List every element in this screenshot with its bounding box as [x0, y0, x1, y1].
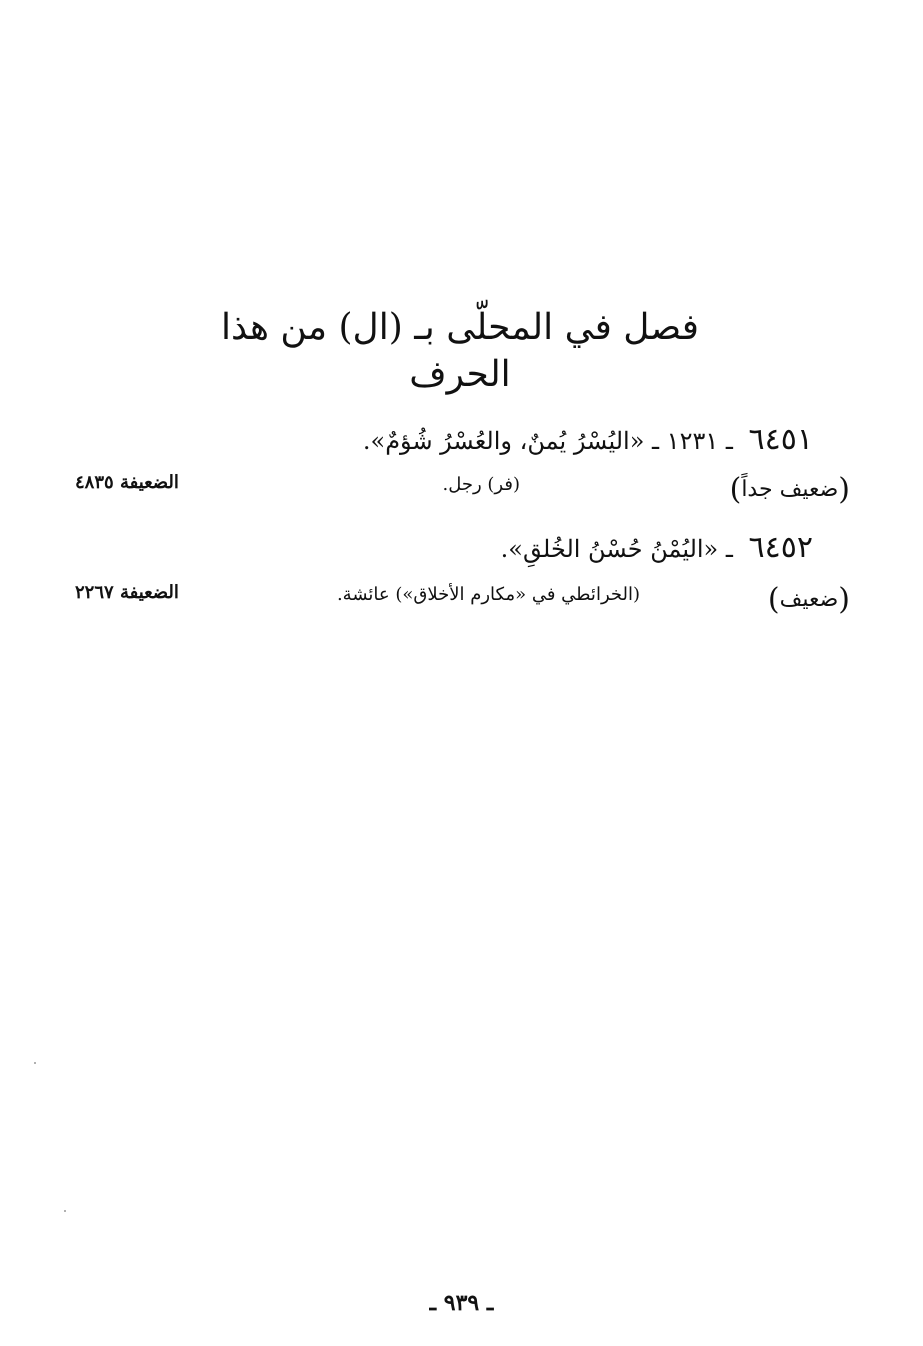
scan-speck — [64, 1210, 66, 1212]
reference-text: الضعيفة ٢٢٦٧ — [75, 582, 179, 603]
grade-bracket-close: ) — [767, 582, 780, 617]
grade-bracket-close: ) — [729, 472, 742, 507]
hadith-entry-2 — [501, 528, 813, 567]
hadith-text: ـ ١٢٣١ ـ «اليُسْرُ يُمنٌ، والعُسْرُ شُؤمٌ». — [362, 427, 733, 455]
source-text: (فر) رجل. — [442, 474, 520, 495]
grade-text: ضعيف — [779, 587, 839, 612]
scan-speck — [34, 1062, 36, 1064]
hadith-meta-2 — [60, 582, 850, 622]
hadith-meta-1 — [60, 472, 850, 512]
hadith-number: ٦٤٥٢ — [748, 530, 813, 565]
grade-text: ضعيف جداً — [741, 477, 839, 502]
grade-bracket-open: ( — [838, 582, 850, 617]
grade-label — [768, 582, 850, 617]
page-number: ـ ٩٣٩ ـ — [429, 1290, 494, 1316]
hadith-number: ٦٤٥١ — [748, 422, 813, 457]
grade-label — [730, 472, 850, 507]
grade-bracket-open: ( — [838, 472, 850, 507]
source-text: (الخرائطي في «مكارم الأخلاق») عائشة. — [336, 584, 640, 605]
hadith-entry-1 — [363, 420, 813, 459]
section-title: فصل في المحلّى بـ (ال) من هذا الحرف — [221, 307, 699, 395]
reference-text: الضعيفة ٤٨٣٥ — [75, 472, 179, 493]
hadith-text: ـ «اليُمْنُ حُسْنُ الخُلقِ». — [500, 535, 733, 563]
